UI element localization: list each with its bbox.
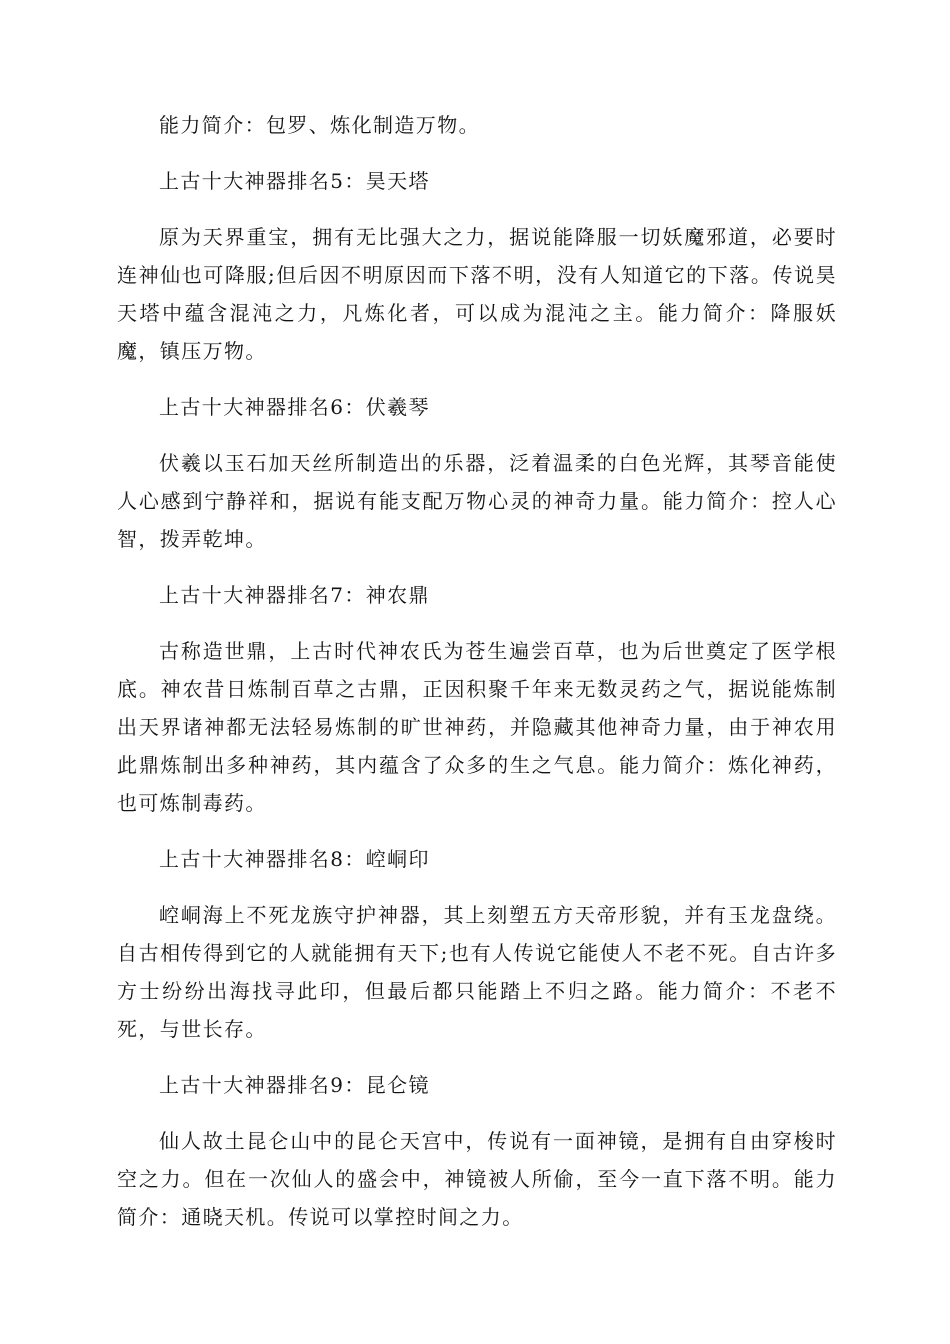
paragraph-haotian-tower: 原为天界重宝，拥有无比强大之力，据说能降服一切妖魔邪道，必要时连神仙也可降服;但后因不明原因而下落不明，没有人知道它的下落。传说昊天塔中蕴含混沌之力，凡炼化者，可以成为混沌之主。能力简介：降服妖魔，镇压万物。 xyxy=(117,225,837,363)
document-body xyxy=(117,106,837,1254)
heading-rank-8: 上古十大神器排名8：崆峒印 xyxy=(159,847,430,871)
ability-summary-paragraph: 能力简介：包罗、炼化制造万物。 xyxy=(159,113,480,137)
heading-rank-9: 上古十大神器排名9：昆仑镜 xyxy=(159,1073,430,1097)
heading-rank-5: 上古十大神器排名5：昊天塔 xyxy=(159,169,430,193)
heading-rank-7: 上古十大神器排名7：神农鼎 xyxy=(159,583,430,607)
paragraph-kongtong-seal: 崆峒海上不死龙族守护神器，其上刻塑五方天帝形貌，并有玉龙盘绕。自古相传得到它的人就能拥有天下;也有人传说它能使人不老不死。自古许多方士纷纷出海找寻此印，但最后都只能踏上不归之路。能力简介：不老不死，与世长存。 xyxy=(117,903,837,1041)
paragraph-kunlun-mirror: 仙人故土昆仑山中的昆仑天宫中，传说有一面神镜，是拥有自由穿梭时空之力。但在一次仙人的盛会中，神镜被人所偷，至今一直下落不明。能力简介：通晓天机。传说可以掌控时间之力。 xyxy=(117,1129,837,1229)
paragraph-shennong-ding: 古称造世鼎，上古时代神农氏为苍生遍尝百草，也为后世奠定了医学根底。神农昔日炼制百草之古鼎，正因积聚千年来无数灵药之气，据说能炼制出天界诸神都无法轻易炼制的旷世神药，并隐藏其他神奇力量，由于神农用此鼎炼制出多种神药，其内蕴含了众多的生之气息。能力简介：炼化神药，也可炼制毒药。 xyxy=(117,639,837,815)
heading-rank-6: 上古十大神器排名6：伏羲琴 xyxy=(159,395,430,419)
paragraph-fuxi-qin: 伏羲以玉石加天丝所制造出的乐器，泛着温柔的白色光辉，其琴音能使人心感到宁静祥和，据说有能支配万物心灵的神奇力量。能力简介：控人心智，拨弄乾坤。 xyxy=(117,451,837,551)
